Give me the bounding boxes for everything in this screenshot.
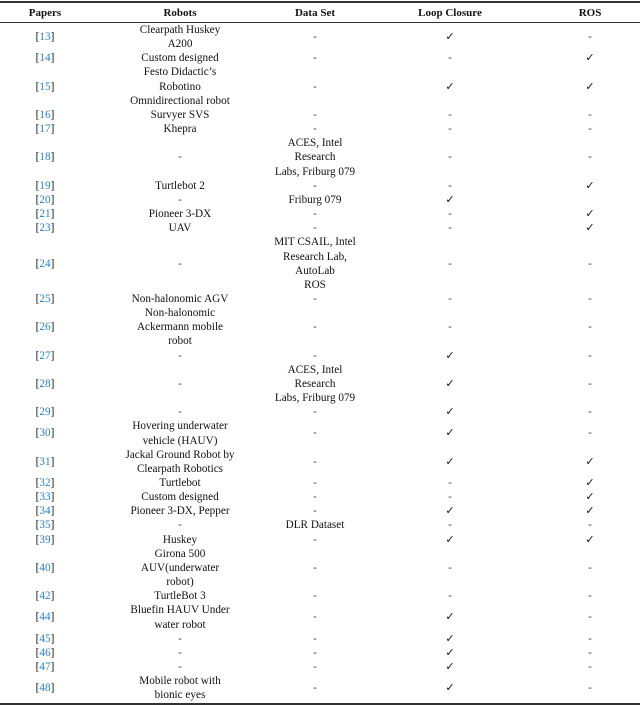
table-row <box>0 221 640 235</box>
table-row <box>0 292 640 306</box>
bracket-open: [ <box>35 505 40 518</box>
citation-link[interactable]: 34 <box>39 505 51 518</box>
loop-closure-cell: ✓ <box>445 455 455 468</box>
bracket-close: ] <box>50 427 55 440</box>
bracket-open: [ <box>35 222 40 235</box>
bracket-close: ] <box>50 377 55 390</box>
table-row <box>0 23 640 52</box>
robot-cell: Custom designed <box>141 52 219 65</box>
robot-cell: TurtleBot 3 <box>154 590 206 603</box>
table-row <box>0 51 640 65</box>
citation-link[interactable]: 32 <box>39 477 51 489</box>
citation-link[interactable]: 46 <box>39 646 51 659</box>
bracket-close: ] <box>50 682 55 695</box>
citation-link[interactable]: 40 <box>39 561 51 574</box>
citation-link[interactable]: 21 <box>39 208 51 221</box>
robot-cell: Girona 500 AUV(underwater robot) <box>140 547 220 589</box>
ros-cell: - <box>588 590 592 603</box>
table-row <box>0 646 640 660</box>
bracket-open: [ <box>35 52 40 65</box>
table-row <box>0 193 640 207</box>
paper-cell <box>0 306 90 348</box>
table-row <box>0 533 640 547</box>
ros-cell: - <box>588 646 592 659</box>
ros-cell: - <box>588 108 592 121</box>
robot-cell: - <box>178 349 182 362</box>
dataset-cell: ACES, Intel Research Labs, Friburg 079 <box>274 137 356 178</box>
loop-closure-cell: ✓ <box>445 632 455 645</box>
paper-cell <box>0 490 90 504</box>
paper-cell <box>0 65 90 107</box>
loop-closure-cell: - <box>448 321 452 334</box>
table-row <box>0 504 640 518</box>
ros-cell: - <box>588 321 592 334</box>
table-row <box>0 136 640 178</box>
table-row <box>0 108 640 122</box>
dataset-cell: - <box>313 427 317 440</box>
bracket-close: ] <box>50 208 55 221</box>
paper-cell <box>0 419 90 447</box>
robot-cell: Custom designed <box>141 491 219 504</box>
paper-cell <box>0 292 90 306</box>
paper-cell <box>0 108 90 122</box>
robot-cell: Mobile robot with bionic eyes <box>139 675 221 702</box>
table-row <box>0 603 640 631</box>
paper-cell <box>0 51 90 65</box>
dataset-cell: - <box>313 661 317 674</box>
bracket-close: ] <box>50 632 55 645</box>
bracket-open: [ <box>35 491 40 504</box>
ros-cell: - <box>588 611 592 624</box>
dataset-cell: DLR Dataset <box>285 519 345 532</box>
bracket-close: ] <box>50 455 55 468</box>
loop-closure-cell: - <box>448 123 452 136</box>
bracket-close: ] <box>50 611 55 624</box>
citation-link[interactable]: 28 <box>39 377 51 390</box>
citation-link[interactable]: 19 <box>39 179 51 192</box>
loop-closure-cell: - <box>448 561 452 574</box>
bracket-close: ] <box>50 349 55 362</box>
dataset-cell: - <box>313 80 317 93</box>
table-row <box>0 674 640 703</box>
bracket-close: ] <box>50 406 55 419</box>
robot-cell: - <box>178 661 182 674</box>
dataset-cell: - <box>313 292 317 305</box>
dataset-cell: - <box>313 611 317 624</box>
bracket-close: ] <box>50 491 55 504</box>
paper-cell <box>0 589 90 603</box>
paper-cell <box>0 547 90 589</box>
robot-cell: - <box>178 519 182 532</box>
robot-cell: - <box>178 257 182 270</box>
bracket-open: [ <box>35 590 40 603</box>
bracket-close: ] <box>50 52 55 65</box>
loop-closure-cell: ✓ <box>445 80 455 93</box>
table-row <box>0 490 640 504</box>
ros-cell: - <box>588 661 592 674</box>
citation-link[interactable]: 42 <box>39 590 51 603</box>
robot-cell: Pioneer 3-DX <box>148 208 212 221</box>
dataset-cell: - <box>313 123 317 136</box>
ros-cell: ✓ <box>585 179 595 192</box>
citation-link[interactable]: 26 <box>39 321 51 334</box>
ros-cell: - <box>588 292 592 305</box>
robot-cell: - <box>178 406 182 419</box>
loop-closure-cell: - <box>448 491 452 504</box>
loop-closure-cell: - <box>448 151 452 164</box>
bracket-open: [ <box>35 406 40 419</box>
robot-cell: Non-halonomic Ackermann mobile robot <box>136 307 224 348</box>
dataset-cell: - <box>313 222 317 235</box>
robot-cell: Khepra <box>163 123 197 136</box>
ros-cell: ✓ <box>585 208 595 221</box>
loop-closure-cell: - <box>448 257 452 270</box>
bracket-open: [ <box>35 632 40 645</box>
bracket-close: ] <box>50 222 55 235</box>
loop-closure-cell: ✓ <box>445 31 455 44</box>
bracket-close: ] <box>50 590 55 603</box>
table-row <box>0 65 640 107</box>
citation-link[interactable]: 39 <box>39 533 51 546</box>
ros-cell: ✓ <box>585 80 595 93</box>
loop-closure-cell: ✓ <box>445 193 455 206</box>
bracket-open: [ <box>35 349 40 362</box>
loop-closure-cell: ✓ <box>445 682 455 695</box>
table-row <box>0 547 640 589</box>
paper-cell <box>0 518 90 532</box>
ros-cell: ✓ <box>585 52 595 65</box>
ros-cell: ✓ <box>585 222 595 235</box>
citation-link[interactable]: 17 <box>39 123 51 136</box>
loop-closure-cell: ✓ <box>445 427 455 440</box>
bracket-open: [ <box>35 193 40 206</box>
paper-cell <box>0 136 90 178</box>
dataset-cell: - <box>313 455 317 468</box>
table-row <box>0 448 640 476</box>
dataset-cell: - <box>313 561 317 574</box>
citation-link[interactable]: 15 <box>39 80 51 93</box>
ros-cell: - <box>588 123 592 136</box>
table-row <box>0 476 640 490</box>
ros-cell <box>540 193 640 207</box>
dataset-cell: MIT CSAIL, Intel Research Lab, AutoLab ROS <box>274 236 356 291</box>
paper-cell <box>0 405 90 419</box>
citation-link[interactable]: 13 <box>39 31 51 44</box>
bracket-close: ] <box>50 477 55 489</box>
bracket-open: [ <box>35 533 40 546</box>
table-row <box>0 419 640 447</box>
robot-cell: Turtlebot <box>159 477 201 489</box>
dataset-cell: - <box>313 108 317 121</box>
paper-cell <box>0 193 90 207</box>
bracket-open: [ <box>35 646 40 659</box>
bracket-open: [ <box>35 208 40 221</box>
bracket-open: [ <box>35 31 40 44</box>
table-row <box>0 179 640 193</box>
ros-cell: ✓ <box>585 477 595 489</box>
citation-link[interactable]: 45 <box>39 632 51 645</box>
dataset-cell: - <box>313 406 317 419</box>
table-header-row <box>0 2 640 23</box>
bracket-open: [ <box>35 179 40 192</box>
robot-cell: - <box>178 151 182 164</box>
header-loop-closure: Loop Closure <box>418 6 482 19</box>
header-papers: Papers <box>28 6 62 19</box>
table-body <box>0 23 640 704</box>
table-row <box>0 122 640 136</box>
header-robots: Robots <box>163 6 197 19</box>
bracket-open: [ <box>35 108 40 121</box>
robot-cell: Pioneer 3-DX, Pepper <box>130 505 230 518</box>
paper-cell <box>0 363 90 405</box>
bracket-open: [ <box>35 321 40 334</box>
ros-cell: ✓ <box>585 505 595 518</box>
citation-link[interactable]: 25 <box>39 292 51 305</box>
ros-cell: - <box>588 519 592 532</box>
paper-cell <box>0 504 90 518</box>
ros-cell: - <box>588 377 592 390</box>
bracket-close: ] <box>50 123 55 136</box>
dataset-cell: Friburg 079 <box>288 193 342 206</box>
loop-closure-cell: - <box>448 108 452 121</box>
loop-closure-cell: - <box>448 52 452 65</box>
paper-cell <box>0 349 90 363</box>
header-data-set: Data Set <box>294 6 336 19</box>
loop-closure-cell: ✓ <box>445 611 455 624</box>
citation-link[interactable]: 33 <box>39 491 51 504</box>
table-row <box>0 632 640 646</box>
paper-cell <box>0 221 90 235</box>
dataset-cell: - <box>313 179 317 192</box>
bracket-open: [ <box>35 519 40 532</box>
robot-cell: - <box>178 193 182 206</box>
ros-cell: - <box>588 561 592 574</box>
loop-closure-cell: ✓ <box>445 646 455 659</box>
ros-cell: ✓ <box>585 491 595 504</box>
robot-cell: Festo Didactic’s Robotino Omnidirectional robot <box>130 66 230 107</box>
bracket-open: [ <box>35 477 40 489</box>
bracket-open: [ <box>35 377 40 390</box>
loop-closure-cell: - <box>448 477 452 489</box>
robot-cell: - <box>178 377 182 390</box>
citation-link[interactable]: 30 <box>39 427 51 440</box>
dataset-cell: ACES, Intel Research Labs, Friburg 079 <box>274 363 356 405</box>
paper-cell <box>0 632 90 646</box>
table-row <box>0 306 640 348</box>
bracket-close: ] <box>50 193 55 206</box>
bracket-close: ] <box>50 257 55 270</box>
bracket-close: ] <box>50 505 55 518</box>
bracket-close: ] <box>50 321 55 334</box>
dataset-cell: - <box>313 646 317 659</box>
loop-closure-cell: - <box>448 208 452 221</box>
bracket-close: ] <box>50 80 55 93</box>
paper-cell <box>0 533 90 547</box>
paper-cell <box>0 603 90 631</box>
ros-cell: - <box>588 427 592 440</box>
table-row <box>0 660 640 674</box>
citation-link[interactable]: 24 <box>39 257 51 270</box>
header-ros: ROS <box>578 6 602 19</box>
loop-closure-cell: ✓ <box>445 377 455 390</box>
bracket-close: ] <box>50 646 55 659</box>
citation-link[interactable]: 31 <box>39 455 51 468</box>
loop-closure-cell: - <box>448 222 452 235</box>
dataset-cell: - <box>313 52 317 65</box>
robot-cell: Clearpath Huskey A200 <box>139 24 221 51</box>
dataset-cell: - <box>313 505 317 518</box>
robot-cell: - <box>178 632 182 645</box>
paper-cell <box>0 674 90 703</box>
loop-closure-cell: - <box>448 292 452 305</box>
paper-cell <box>0 235 90 292</box>
table-row <box>0 349 640 363</box>
citation-link[interactable]: 48 <box>39 682 51 695</box>
dataset-cell: - <box>313 321 317 334</box>
bracket-close: ] <box>50 533 55 546</box>
ros-cell: - <box>588 257 592 270</box>
dataset-cell: - <box>313 31 317 44</box>
citation-link[interactable]: 16 <box>39 108 51 121</box>
bracket-open: [ <box>35 661 40 674</box>
loop-closure-cell: ✓ <box>445 406 455 419</box>
citation-link[interactable]: 44 <box>39 611 51 624</box>
bracket-close: ] <box>50 561 55 574</box>
citation-link[interactable]: 47 <box>39 661 51 674</box>
robot-cell: Turtlebot 2 <box>155 179 205 192</box>
citation-link[interactable]: 20 <box>39 193 51 206</box>
table-row <box>0 518 640 532</box>
bracket-open: [ <box>35 427 40 440</box>
bracket-open: [ <box>35 123 40 136</box>
robot-cell: Jackal Ground Robot by Clearpath Robotics <box>125 448 235 475</box>
bracket-open: [ <box>35 455 40 468</box>
dataset-cell: - <box>313 682 317 695</box>
bracket-open: [ <box>35 80 40 93</box>
dataset-cell: - <box>313 632 317 645</box>
robot-cell: UAV <box>168 222 192 235</box>
robot-cell: Hovering underwater vehicle (HAUV) <box>132 420 228 447</box>
loop-closure-cell: ✓ <box>445 533 455 546</box>
paper-cell <box>0 179 90 193</box>
citation-link[interactable]: 14 <box>39 52 51 65</box>
citation-link[interactable]: 27 <box>39 349 51 362</box>
robot-cell: Bluefin HAUV Under water robot <box>130 604 230 631</box>
citation-link[interactable]: 23 <box>39 222 51 235</box>
robot-cell: Huskey <box>162 533 198 546</box>
ros-cell: - <box>588 406 592 419</box>
bracket-open: [ <box>35 611 40 624</box>
bracket-close: ] <box>50 292 55 305</box>
ros-cell: - <box>588 31 592 44</box>
dataset-cell: - <box>313 349 317 362</box>
ros-cell: - <box>588 349 592 362</box>
loop-closure-cell: ✓ <box>445 505 455 518</box>
ros-cell: - <box>588 682 592 695</box>
dataset-cell: - <box>313 208 317 221</box>
paper-cell <box>0 646 90 660</box>
dataset-cell: - <box>313 491 317 504</box>
loop-closure-cell: - <box>448 519 452 532</box>
loop-closure-cell: ✓ <box>445 349 455 362</box>
table-row <box>0 589 640 603</box>
bracket-open: [ <box>35 257 40 270</box>
table-row <box>0 405 640 419</box>
bracket-close: ] <box>50 661 55 674</box>
bracket-close: ] <box>50 31 55 44</box>
ros-cell: ✓ <box>585 455 595 468</box>
dataset-cell: - <box>313 477 317 489</box>
paper-cell <box>0 207 90 221</box>
paper-cell <box>0 23 90 52</box>
loop-closure-cell: - <box>448 179 452 192</box>
bracket-close: ] <box>50 108 55 121</box>
paper-cell <box>0 122 90 136</box>
loop-closure-cell: ✓ <box>445 661 455 674</box>
bracket-open: [ <box>35 682 40 695</box>
table-row <box>0 235 640 292</box>
citation-link[interactable]: 18 <box>39 151 51 164</box>
ros-cell: - <box>588 151 592 164</box>
paper-cell <box>0 660 90 674</box>
bracket-open: [ <box>35 292 40 305</box>
table-row <box>0 207 640 221</box>
loop-closure-cell: - <box>448 590 452 603</box>
dataset-cell: - <box>313 533 317 546</box>
citation-link[interactable]: 35 <box>39 519 51 532</box>
citation-link[interactable]: 29 <box>39 406 51 419</box>
paper-cell <box>0 476 90 490</box>
robot-cell: Non-halonomic AGV <box>131 292 229 305</box>
robot-cell: Survyer SVS <box>150 108 210 121</box>
bracket-open: [ <box>35 151 40 164</box>
dataset-cell: - <box>313 590 317 603</box>
paper-cell <box>0 448 90 476</box>
bracket-close: ] <box>50 519 55 532</box>
table-row <box>0 363 640 405</box>
comparison-table <box>0 1 640 705</box>
bracket-close: ] <box>50 179 55 192</box>
bracket-open: [ <box>35 561 40 574</box>
ros-cell: - <box>588 632 592 645</box>
bracket-close: ] <box>50 151 55 164</box>
robot-cell: - <box>178 646 182 659</box>
ros-cell: ✓ <box>585 533 595 546</box>
